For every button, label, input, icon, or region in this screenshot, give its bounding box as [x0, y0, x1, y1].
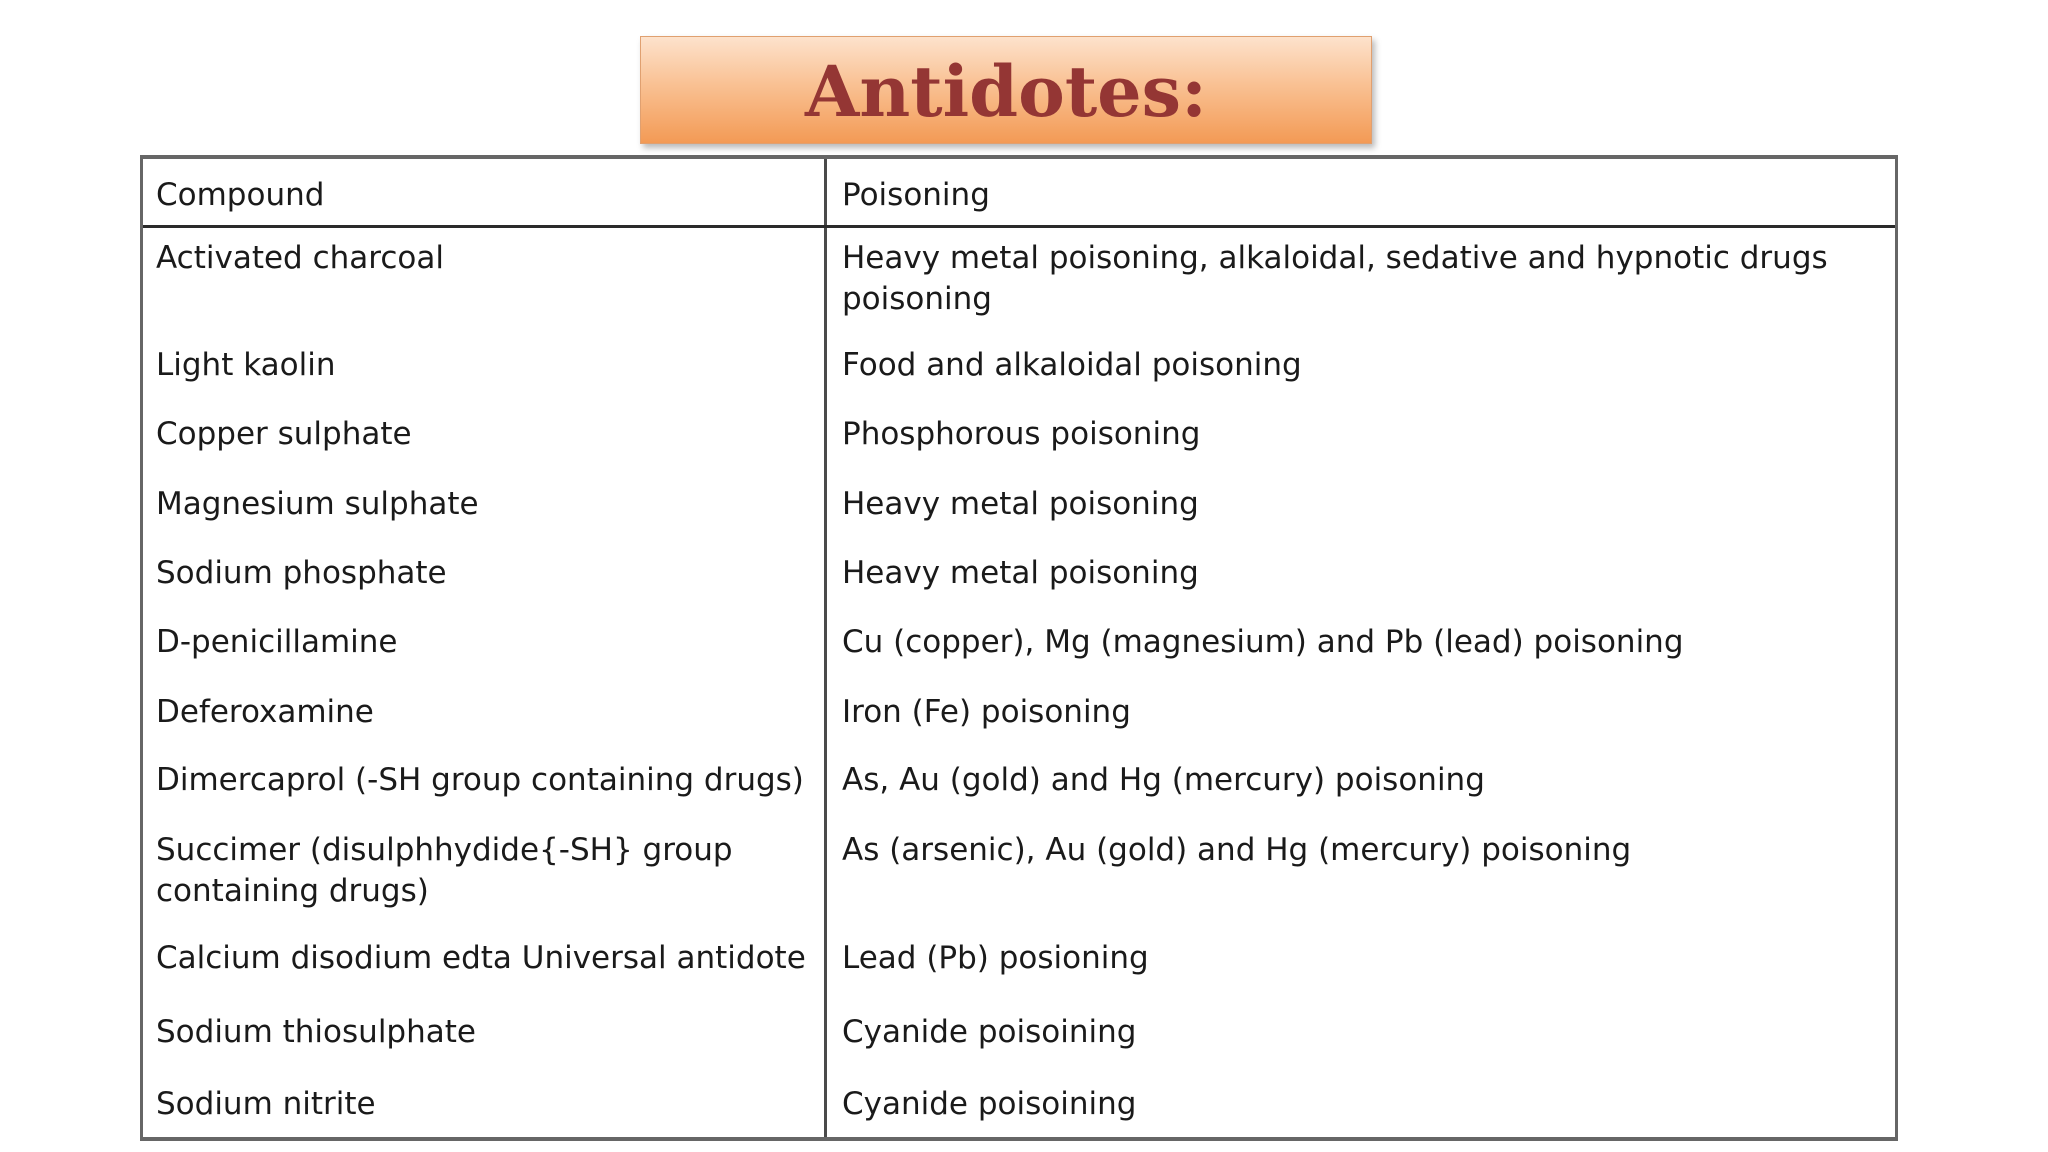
header-compound: Compound [143, 159, 827, 226]
table-row [143, 1074, 1895, 1138]
table-row [143, 750, 1895, 820]
poisoning-cell: Heavy metal poisoning, alkaloidal, sedative and hypnotic drugs poisoning [842, 239, 1828, 317]
compound-cell: Sodium phosphate [156, 555, 447, 591]
poisoning-cell: Cyanide poisoining [842, 1014, 1137, 1050]
compound-cell: Calcium disodium edta Universal antidote [156, 940, 806, 976]
poisoning-cell: Iron (Fe) poisoning [842, 694, 1131, 730]
table-row [143, 335, 1895, 404]
poisoning-cell: Phosphorous poisoning [842, 416, 1201, 452]
poisoning-cell: Cu (copper), Mg (magnesium) and Pb (lead) poisoning [842, 624, 1684, 660]
title-banner [640, 36, 1372, 144]
poisoning-cell: Heavy metal poisoning [842, 486, 1199, 522]
table-row [143, 682, 1895, 750]
page-title: Antidotes: [805, 50, 1207, 133]
compound-cell: Magnesium sulphate [156, 486, 479, 522]
compound-cell: Sodium nitrite [156, 1086, 376, 1122]
compound-cell: Sodium thiosulphate [156, 1014, 476, 1050]
compound-cell: D-penicillamine [156, 624, 398, 660]
table-row [143, 1002, 1895, 1074]
table-row [143, 404, 1895, 474]
poisoning-cell: As (arsenic), Au (gold) and Hg (mercury) poisoning [842, 832, 1632, 868]
table-row [143, 820, 1895, 928]
table-header-row [143, 159, 1895, 226]
poisoning-cell: Lead (Pb) posioning [842, 940, 1149, 976]
header-poisoning: Poisoning [827, 159, 1895, 226]
compound-cell: Copper sulphate [156, 416, 412, 452]
poisoning-cell: Food and alkaloidal poisoning [842, 347, 1302, 383]
table-row [143, 474, 1895, 543]
antidotes-table [140, 155, 1898, 1141]
compound-cell: Light kaolin [156, 347, 336, 383]
poisoning-cell: Heavy metal poisoning [842, 555, 1199, 591]
table-row [143, 612, 1895, 682]
antidotes-table-grid [143, 159, 1895, 1138]
compound-cell: Activated charcoal [156, 239, 444, 276]
compound-cell: Succimer (disulphhydide{-SH} group containing drugs) [156, 832, 733, 909]
poisoning-cell: Cyanide poisoining [842, 1086, 1137, 1122]
table-row [143, 226, 1895, 335]
compound-cell: Deferoxamine [156, 694, 374, 730]
table-row [143, 928, 1895, 1002]
table-row [143, 543, 1895, 612]
poisoning-cell: As, Au (gold) and Hg (mercury) poisoning [842, 762, 1485, 798]
compound-cell: Dimercaprol (-SH group containing drugs) [156, 762, 804, 798]
